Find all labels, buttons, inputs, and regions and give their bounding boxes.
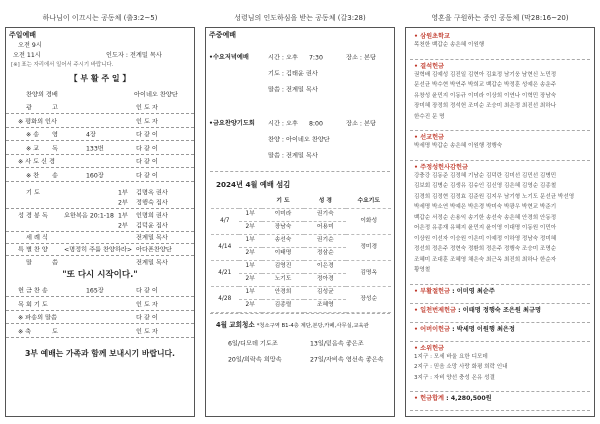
- schedule-title: 2024년 4월 예배 섬김: [216, 180, 291, 189]
- schedule-table: 기 도 성 경 수요기도 4/7 1부 이미라 권기숙 이화성 2부 장남숙 어용미 4/14 1부 송선숙 권기순 정미경 2부 이태명 정삼순 4/21 1부 김영진 이은경 김명옥 2부 노기도 정아경 4/28 1부 안경희 김성균 장성순 2부 김종렬 조혜영: [211, 195, 391, 313]
- schedule-row: 4/21 1부 김영진 이은경 김명옥: [211, 260, 391, 273]
- offering-item: • 부활절헌금 : 이미영 최순주: [414, 287, 495, 295]
- wed-label: •수요저녁예배: [209, 54, 249, 61]
- service-leader: 인도자 : 전계밀 목사: [106, 52, 162, 59]
- order-row: ※ 평화의 인사 인 도 자: [6, 117, 194, 128]
- fri-label: •금요찬양기도회: [209, 120, 255, 127]
- schedule-row: 4/28 1부 안경희 김성균 장성순: [211, 286, 391, 299]
- schedule-row: 4/7 1부 이미라 권기숙 이화성: [211, 208, 391, 221]
- offering-item: • 삼원초학교 목천한 백갑순 송은혜 이원행: [414, 33, 485, 49]
- order-row: 광 고 인 도 자: [6, 103, 194, 114]
- fri-word-row: 말씀 : 전계밀 목사: [268, 151, 318, 159]
- section-title: 주일예배: [9, 31, 37, 39]
- schedule-row: 2부 장남숙 어용미: [211, 221, 391, 234]
- offering-item: • 결석헌금 권혁배 김예성 김진일 김현아 김효정 남기웅 남현신 노민정 문선균 박수현 박연주 박희교 백갑순 박정훈 성예은 송운주 유창성 윤민지 이동규 이미라 이상희 이연나 이혁민 장남숙 장미혜 장정희 정석헌 조미순 조승미 최은정 최진선 최하나 한수진 문 명: [414, 62, 557, 120]
- cleaning-row-1: 6일/디모데 기도조 13일/믿음속 좋은조: [228, 339, 364, 347]
- fri-praise-row: 찬양 : 아이네오 찬양단: [268, 135, 330, 143]
- cleaning-title: 4월 교회청소 *청소구역 B1-4층 계단,본당,카페,사무실,교육관: [216, 321, 369, 329]
- weekday-section-title: 주중예배: [209, 31, 237, 39]
- footer-note: 3부 예배는 가족과 함께 보내시기 바랍니다.: [25, 349, 175, 358]
- header-left: 하나님이 이끄시는 공동체 (출3:2~5): [42, 14, 158, 22]
- offering-item: • 선교헌금 박세명 박갑순 송은혜 이원행 정행숙: [414, 134, 503, 150]
- fri-time-row: 시간 : 오후 8:00 장소 : 본당: [268, 119, 376, 127]
- schedule-row: 2부 김종렬 조혜영: [211, 299, 391, 312]
- wed-word-row: 말씀 : 전계밀 목사: [268, 85, 318, 93]
- prayer-row-1: 기 도 1부 김명옥 권사: [26, 188, 168, 196]
- closing-row: 헌 금 찬 송 165장 다 같 이: [6, 286, 194, 297]
- wed-prayer-row: 기도 : 김태윤 권사: [268, 69, 318, 77]
- offering-item: • 일천번제헌금 : 이태명 정행숙 조은원 최규명: [414, 306, 541, 314]
- closing-row: 목 회 기 도 인 도 자: [6, 300, 194, 311]
- order-row: ※ 송 영 4장 다 같 이: [6, 130, 194, 141]
- standing-note: [※] 표는 자리에서 일어서 주시기 바랍니다.: [11, 62, 114, 68]
- offering-item: • 소위헌금 1지구 : 모세 바울 요한 디모데 2지구 : 믿음 소망 사랑 화평 희락 인내 3지구 : 자비 양선 충성 온유 성결: [414, 344, 508, 381]
- sermon-title: "또 다시 시작이다.": [62, 270, 138, 280]
- header-mid: 성령님의 인도하심을 받는 공동체 (갈3:28): [234, 14, 366, 22]
- prayer-row-2: 2부 정행숙 집사: [6, 198, 194, 209]
- closing-row: ※ 축 도 인 도 자: [6, 327, 194, 338]
- offering-item: • 어버이헌금 : 박세명 이원행 최은정: [414, 325, 515, 333]
- reading-row-2: 2부 김덕윤 집사: [6, 221, 194, 232]
- word-row: 말 씀 전계밀 목사: [26, 258, 168, 266]
- time-2: 오전 11시: [13, 52, 41, 59]
- order-row: ※ 사 도 신 경 다 같 이: [6, 157, 194, 168]
- time-1: 오전 9시: [18, 42, 42, 49]
- special-music-row: 특 별 찬 양 <명정히 주를 찬양하라> 아다폰찬양단: [6, 245, 194, 256]
- offering-item: • 주정성헌사감헌금 강충강 김동준 김정혜 기남순 김덕란 김미선 김민선 김병민 김보회 김병순 김생유 김슈인 김신영 김은혜 김영순 김종철 김경희 김정현 김정효 김준원 김지우 남기형 노기도 문선균 박선영 박세명 박소연 박예은 박은경 박미숙 박광우 박현교 박준기 백갑순 서정순 손용익 송기한 송선숙 송은혜 안경희 안동정 어은정 유종재 유혜지 윤민지 윤이영 이대명 이동원 이민아 이상원 이선자 이승원 이은미 이예정 이하영 정남숙 정미혜 정선희 정은주 정현숙 정환희 정은주 정행숙 조승미 조명순 조혜미 조대훈 조혜영 채은숙 최근옥 최진희 최하나 한순자 황영철: [414, 163, 575, 274]
- closing-row: ※ 파송의 말씀 다 같 이: [6, 313, 194, 324]
- schedule-row: 4/14 1부 송선숙 권기순 정미경: [211, 234, 391, 247]
- offering-item: • 헌금합계 : 4,280,500원: [414, 395, 492, 402]
- service-title: 【 부 활 주 일 】: [69, 74, 131, 83]
- offering-panel: [405, 27, 595, 417]
- sunday-service-panel: [5, 27, 195, 417]
- baptism-row: 세 례 식 전계밀 목사: [6, 233, 194, 244]
- header-right: 영혼을 구원하는 증인 공동체 (막28:16~20): [431, 14, 569, 22]
- reading-row-1: 성 경 봉 독 요한복음 20:1-18 1부 인명희 권사: [18, 211, 168, 219]
- schedule-row: 2부 이태명 정삼순: [211, 247, 391, 260]
- order-row: ※ 찬 송 160장 다 같 이: [6, 171, 194, 182]
- weekday-panel: [205, 27, 395, 417]
- worship-team-row: 찬양의 경배 아이네오 찬양단: [26, 90, 178, 98]
- cleaning-row-2: 20일/희락속 희망속 27일/자비속 영선속 좋은속: [228, 355, 384, 363]
- order-row: ※ 교 독 133번 다 같 이: [6, 144, 194, 155]
- schedule-row: 2부 노기도 정아경: [211, 273, 391, 286]
- wed-time-row: 시간 : 오후 7:30 장소 : 본당: [268, 53, 376, 61]
